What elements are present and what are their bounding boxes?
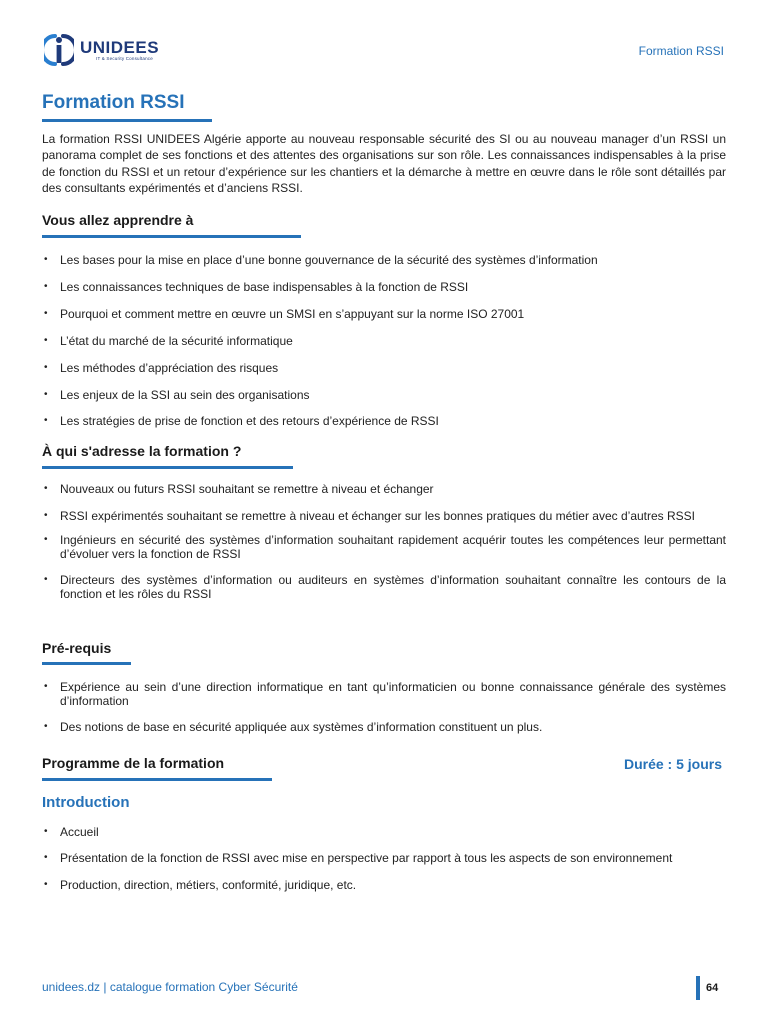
list-item: • RSSI expérimentés souhaitant se remettre à niveau et échanger sur les bonnes pratiques du métier avec d’autres RSSI xyxy=(44,509,696,524)
list-item: • Expérience au sein d’une direction informatique en tant qu’informaticien ou bonne connaissance générale des systèmes d’information xyxy=(44,680,726,709)
list-item: • Présentation de la fonction de RSSI avec mise en perspective par rapport à tous les aspects de son environnement xyxy=(44,851,673,866)
subsection-title-introduction: Introduction xyxy=(42,794,130,811)
section-title-program: Programme de la formation xyxy=(42,755,225,771)
header-title: Formation RSSI xyxy=(638,44,724,58)
section-underline-audience xyxy=(42,466,293,469)
program-list xyxy=(42,825,726,892)
list-item: • Accueil xyxy=(44,825,99,839)
footer-text: unidees.dz | catalogue formation Cyber Sécurité xyxy=(42,980,298,994)
page-header xyxy=(0,0,768,80)
list-item: • Les enjeux de la SSI au sein des organisations xyxy=(44,387,310,402)
section-title-prereq: Pré-requis xyxy=(42,640,112,656)
list-item: • Les stratégies de prise de fonction et des retours d’expérience de RSSI xyxy=(44,414,439,429)
list-item: • Les méthodes d’appréciation des risques xyxy=(44,360,279,375)
logo-name: UNIDEES xyxy=(80,38,160,57)
section-underline-learn xyxy=(42,235,301,238)
list-item: • Les connaissances techniques de base indispensables à la fonction de RSSI xyxy=(44,279,469,294)
intro-paragraph: La formation RSSI UNIDEES Algérie apporte au nouveau responsable sécurité des SI ou au nouveau manager d’un RSSI un panorama complet de ses fonctions et des attentes des organisations sur son rôle. Les connaissances indispensables à la prise de fonction du RSSI et un retour d’expérience sur les chantiers et la démarche à mettre en œuvre dans le rôle sont détaillés par des consultants expérimentés et d’anciens RSSI. xyxy=(42,132,726,195)
list-item: • Production, direction, métiers, conformité, juridique, etc. xyxy=(44,877,357,892)
list-item: • Les bases pour la mise en place d’une bonne gouvernance de la sécurité des systèmes d’information xyxy=(44,253,598,267)
audience-list xyxy=(42,482,726,601)
unidees-logo-icon xyxy=(44,32,74,68)
learn-list xyxy=(42,253,726,429)
title-underline xyxy=(42,119,212,122)
list-item: • L’état du marché de la sécurité informatique xyxy=(44,333,293,348)
list-item: • Ingénieurs en sécurité des systèmes d’information souhaitant rapidement acquérir toutes les compétences leur permettant d’évoluer vers la fonction de RSSI xyxy=(44,532,726,562)
list-item: • Directeurs des systèmes d’information ou auditeurs en systèmes d’information souhaitant connaître les contours de la fonction et les rôles du RSSI xyxy=(44,572,726,602)
section-title-audience: À qui s'adresse la formation ? xyxy=(42,443,242,459)
list-item: • Nouveaux ou futurs RSSI souhaitant se remettre à niveau et échanger xyxy=(44,482,434,496)
duration-label: Durée : 5 jours xyxy=(623,756,722,772)
logo-tagline: IT & Security Consultance xyxy=(96,56,153,61)
list-item: • Pourquoi et comment mettre en œuvre un SMSI en s’appuyant sur la norme ISO 27001 xyxy=(44,306,525,321)
section-underline-prereq xyxy=(42,662,131,665)
section-title-learn: Vous allez apprendre à xyxy=(42,212,194,228)
list-item: • Des notions de base en sécurité appliquée aux systèmes d’information constituent un plus. xyxy=(44,719,543,734)
section-underline-program xyxy=(42,778,272,781)
unidees-logo xyxy=(44,30,159,70)
page-number: 64 xyxy=(706,982,719,994)
footer-divider xyxy=(696,976,700,1000)
page-title: Formation RSSI xyxy=(42,92,185,113)
prereq-list xyxy=(42,680,726,734)
